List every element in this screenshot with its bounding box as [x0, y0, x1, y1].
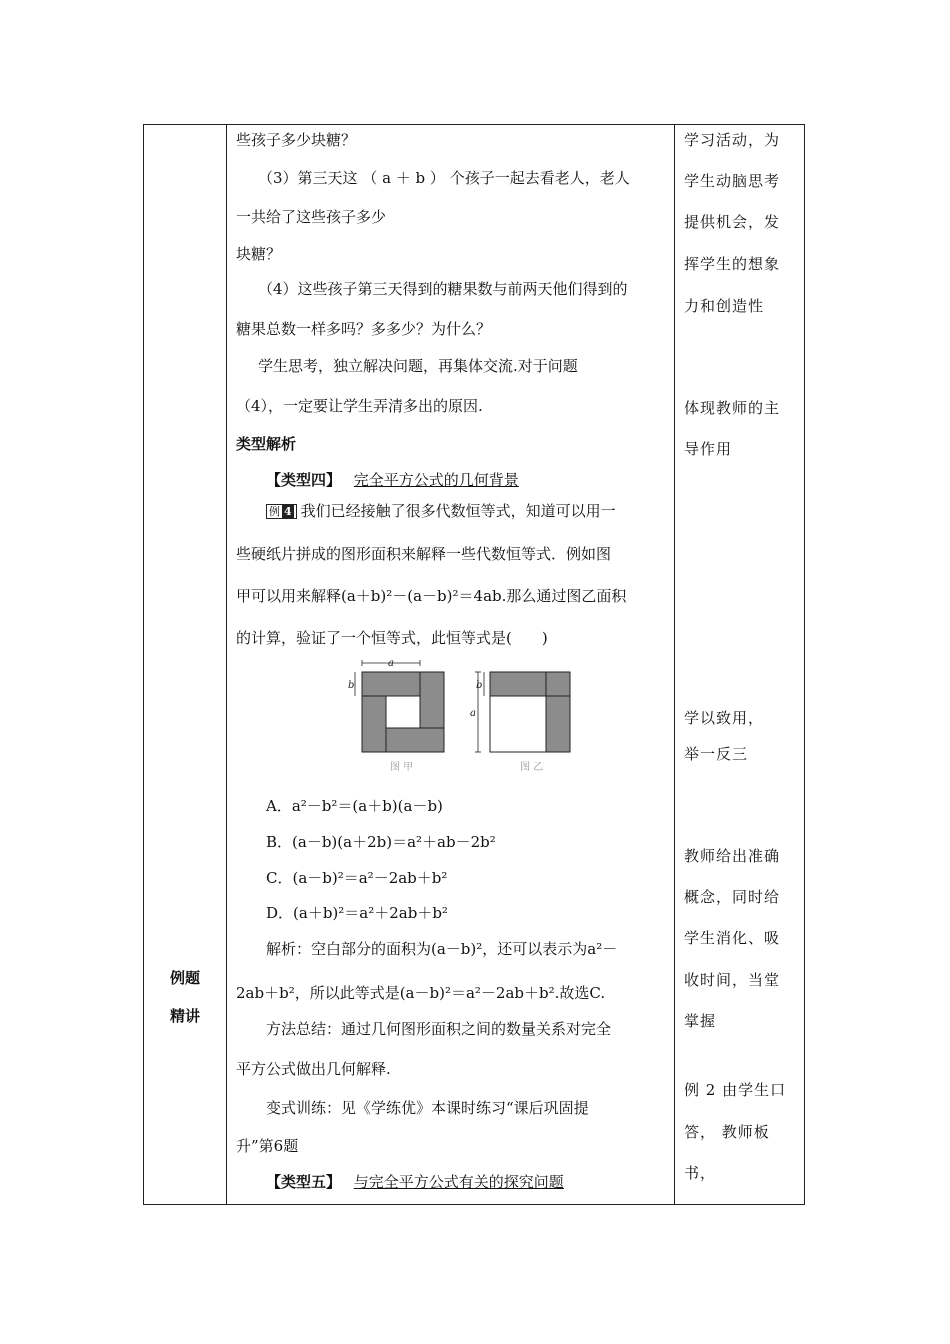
- dim-label-a: a: [470, 708, 476, 719]
- shaded-rect: [490, 672, 546, 696]
- side-note: 力和创造性: [684, 297, 765, 315]
- dim-label-b: b: [348, 680, 355, 691]
- type5-title: 与完全平方公式有关的探究问题: [353, 1173, 564, 1191]
- example-line: [266, 500, 616, 521]
- example-number: 4: [284, 505, 292, 518]
- method-summary: 平方公式做出几何解释.: [236, 1060, 391, 1078]
- type4-title: 完全平方公式的几何背景: [353, 471, 519, 489]
- side-note: 概念，同时给: [684, 888, 781, 906]
- text-line: （4）这些孩子第三天得到的糖果数与前两天他们得到的: [258, 280, 628, 298]
- section-label-line2: 精讲: [169, 1007, 200, 1025]
- side-note: 例 2 由学生口: [684, 1081, 787, 1099]
- section-heading: 类型解析: [236, 435, 297, 453]
- text-line: 一共给了这些孩子多少: [236, 208, 387, 226]
- type5-bracket: 【类型五】: [266, 1173, 342, 1191]
- figure-right: [470, 672, 570, 773]
- dim-label-a: a: [388, 658, 394, 669]
- side-note: 答， 教师板: [684, 1123, 770, 1141]
- example-text: 我们已经接触了很多代数恒等式，知道可以用一: [300, 502, 616, 520]
- shaded-rect: [546, 672, 570, 696]
- side-note: 学生消化、吸: [684, 929, 781, 947]
- side-note: 导作用: [684, 440, 733, 458]
- text-line: 甲可以用来解释(a＋b)²－(a－b)²＝4ab.那么通过图乙面积: [236, 587, 627, 605]
- caption-right: 图 乙: [520, 762, 544, 773]
- shaded-rect: [386, 728, 444, 752]
- section-label-line1: 例题: [169, 969, 200, 987]
- text-line: 糖果总数一样多吗？多多少？为什么？: [236, 320, 492, 338]
- side-note: 掌握: [684, 1012, 717, 1030]
- side-note: 收时间，当堂: [684, 971, 781, 989]
- text-line: 些孩子多少块糖？: [236, 131, 357, 149]
- shaded-rect: [546, 696, 570, 752]
- text-line: 学生思考，独立解决问题，再集体交流.对于问题: [258, 357, 578, 375]
- side-note: 举一反三: [684, 745, 749, 763]
- figure-left: [348, 658, 444, 773]
- method-summary: 方法总结：通过几何图形面积之间的数量关系对完全: [266, 1020, 612, 1038]
- analysis-line: 解析：空白部分的面积为(a－b)²，还可以表示为a²－: [266, 940, 618, 958]
- option-c: C．(a－b)²＝a²－2ab＋b²: [266, 869, 448, 887]
- option-a: A．a²－b²＝(a＋b)(a－b): [266, 797, 443, 815]
- text-line: （4），一定要让学生弄清多出的原因.: [236, 397, 483, 415]
- analysis-line: 2ab＋b²，所以此等式是(a－b)²＝a²－2ab＋b².故选C.: [236, 984, 606, 1002]
- column-divider-right: [674, 125, 675, 1204]
- side-note: 教师给出准确: [684, 847, 781, 865]
- geometry-figure: [348, 658, 598, 776]
- type4-heading: [266, 469, 519, 490]
- caption-left: 图 甲: [390, 762, 414, 773]
- shaded-rect: [362, 672, 420, 696]
- type4-bracket: 【类型四】: [266, 471, 342, 489]
- example-badge: [266, 504, 297, 519]
- side-note: 书，: [684, 1164, 717, 1182]
- type5-heading: [266, 1171, 564, 1192]
- text-line: 块糖？: [236, 245, 282, 263]
- side-note: 学生动脑思考: [684, 172, 781, 190]
- option-b: B．(a－b)(a＋2b)＝a²＋ab－2b²: [266, 833, 496, 851]
- text-line: （3）第三天这 （ a ＋ b ） 个孩子一起去看老人，老人: [258, 169, 630, 187]
- side-note: 挥学生的想象: [684, 255, 781, 273]
- side-note: 提供机会，发: [684, 213, 781, 231]
- section-label: [144, 959, 226, 1035]
- text-line: 些硬纸片拼成的图形面积来解释一些代数恒等式．例如图: [236, 545, 612, 563]
- shaded-rect: [420, 672, 444, 728]
- side-note: 学以致用，: [684, 709, 765, 727]
- text-line: 的计算，验证了一个恒等式，此恒等式是( ): [236, 629, 548, 647]
- training-line: 变式训练：见《学练优》本课时练习“课后巩固提: [266, 1099, 589, 1117]
- example-badge-label: 例: [269, 505, 280, 518]
- dim-label-b: b: [476, 680, 483, 691]
- shaded-rect: [362, 696, 386, 752]
- column-divider-left: [226, 125, 227, 1204]
- training-line: 升”第6题: [236, 1137, 299, 1155]
- option-d: D．(a＋b)²＝a²＋2ab＋b²: [266, 904, 448, 922]
- side-note: 学习活动，为: [684, 131, 781, 149]
- lesson-table: [143, 124, 805, 1205]
- side-note: 体现教师的主: [684, 399, 781, 417]
